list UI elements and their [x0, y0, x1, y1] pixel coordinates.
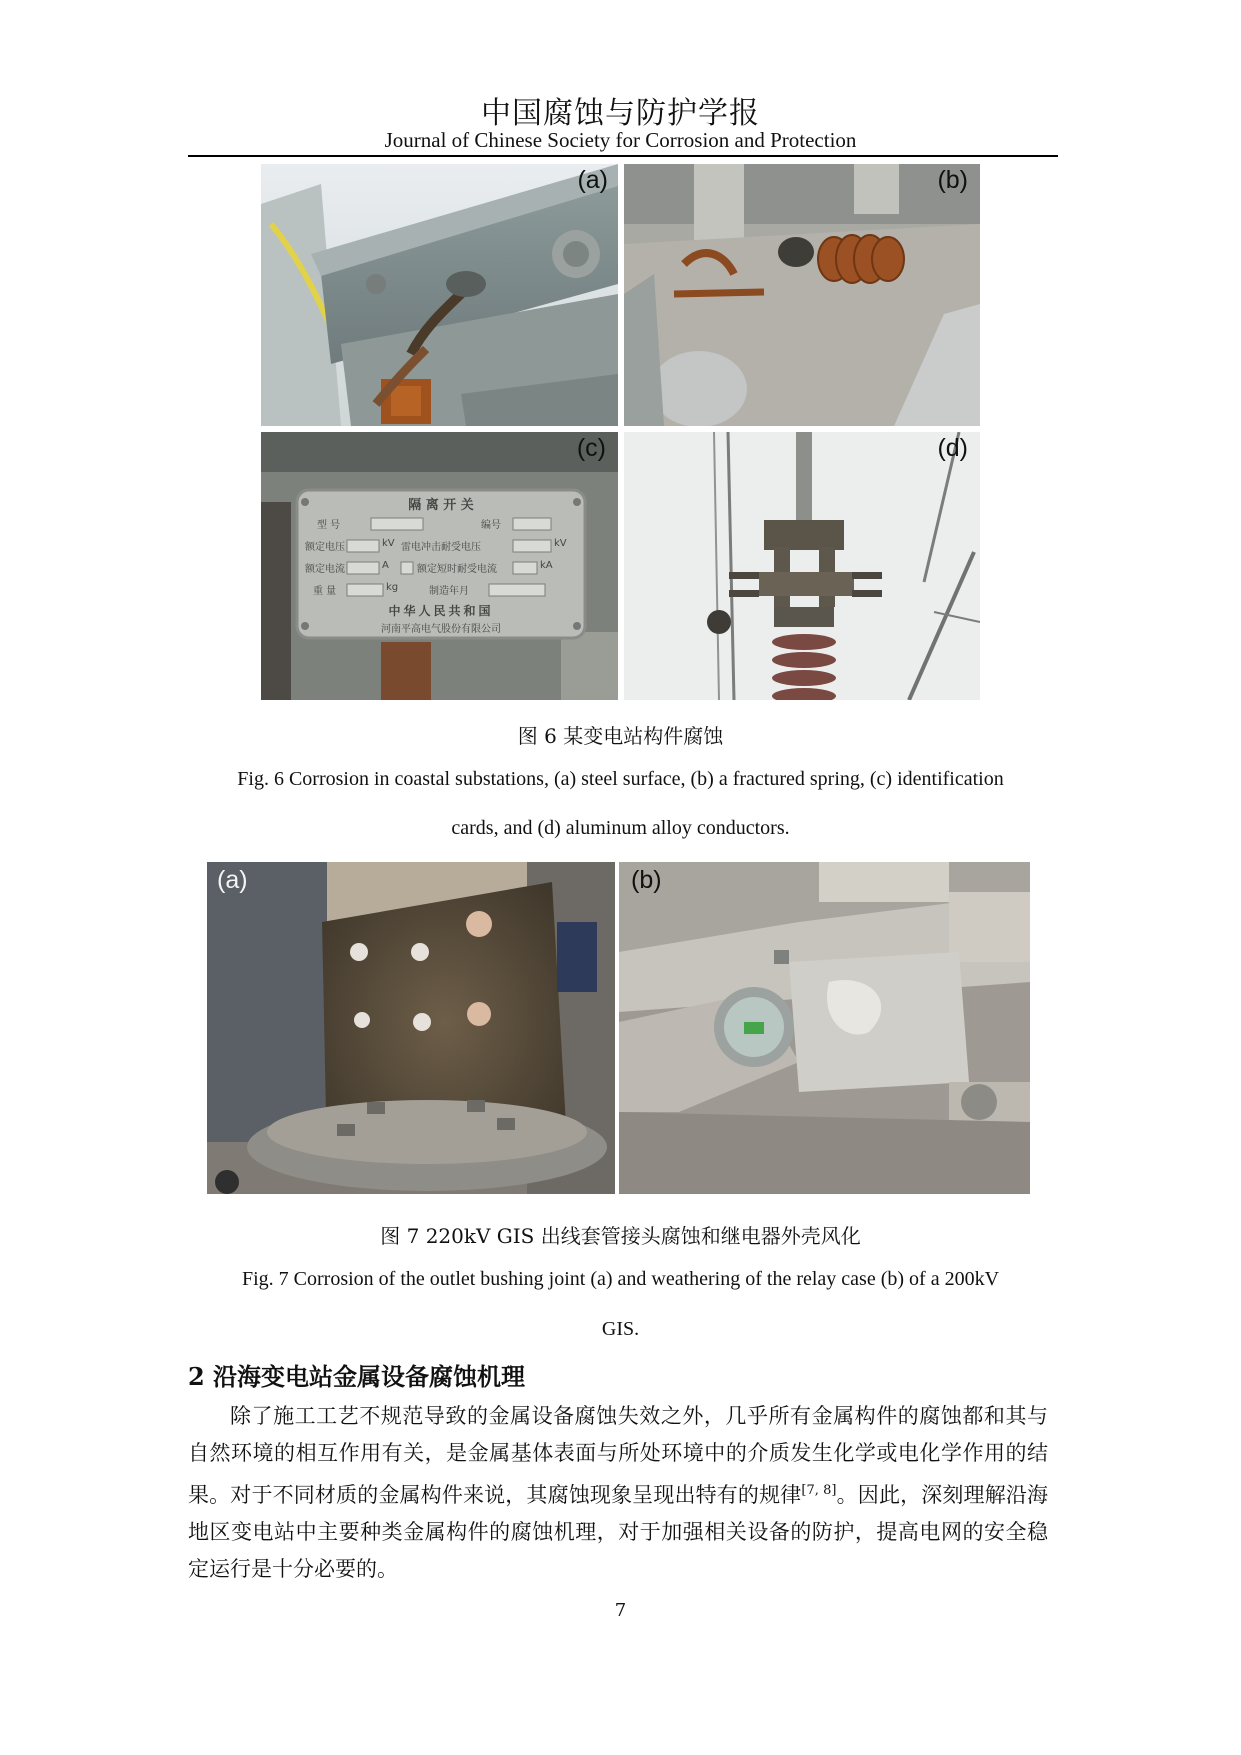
- plate-voltage-label: 额定电压: [305, 542, 345, 553]
- fig6-label-b: (b): [937, 166, 968, 194]
- fig6-label-a: (a): [577, 166, 608, 194]
- page-number: 7: [614, 1600, 627, 1621]
- paragraph-text-part1: 除了施工工艺不规范导致的金属设备腐蚀失效之外，几乎所有金属构件的腐蚀都和其与自然环境的相互作用有关，是金属基体表面与所处环境中的介质发生化学或电化学作用的结果。对于不同材质的金属构件来说，其腐蚀现象呈现出特有的规律: [188, 1404, 1048, 1507]
- fig7-photo-a: [207, 862, 615, 1194]
- plate-country: 中华人民共和国: [388, 604, 494, 618]
- fig6-label-d: (d): [937, 434, 968, 462]
- plate-maker: 河南平高电气股份有限公司: [381, 624, 501, 635]
- plate-title: 隔 离 开 关: [408, 498, 474, 513]
- fig6-photo-c: [261, 432, 618, 700]
- plate-date-label: 制造年月: [429, 586, 469, 597]
- plate-impulse-label: 雷电冲击耐受电压: [401, 542, 481, 553]
- plate-shorttime-label: 额定短时耐受电流: [417, 564, 497, 575]
- plate-shorttime-unit: kA: [540, 560, 553, 571]
- fig6-photo-d: [624, 432, 980, 700]
- paragraph-text-part2: 。因此，深刻理解沿海地区变电站中主要种类金属构件的腐蚀机理，对于加强相关设备的防护，提高电网的安全稳定运行是十分必要的。: [188, 1483, 1049, 1581]
- plate-serial-label: 编号: [481, 520, 501, 531]
- plate-impulse-unit: kV: [554, 538, 567, 549]
- fig6-caption-en-line2: cards, and (d) aluminum alloy conductors.: [451, 817, 790, 839]
- fig6-photo-a: [261, 164, 618, 426]
- citation: [7, 8]: [801, 1483, 837, 1498]
- fig7-label-a: (a): [217, 866, 248, 894]
- plate-model-label: 型 号: [317, 520, 341, 531]
- plate-weight-label: 重 量: [313, 586, 337, 597]
- plate-current-label: 额定电流: [305, 564, 345, 575]
- section-heading: 2 沿海变电站金属设备腐蚀机理: [188, 1362, 526, 1391]
- plate-current-unit: A: [382, 560, 389, 571]
- fig6-photo-b: [624, 164, 980, 426]
- journal-title-cn: 中国腐蚀与防护学报: [481, 96, 760, 131]
- journal-title-en: Journal of Chinese Society for Corrosion and Protection: [384, 128, 857, 152]
- fig7-photo-b: [619, 862, 1030, 1194]
- fig7-caption-en-line1: Fig. 7 Corrosion of the outlet bushing joint (a) and weathering of the relay case (b) of a 200kV: [241, 1268, 1000, 1290]
- fig7-caption-en-line2: GIS.: [601, 1318, 640, 1340]
- header-rule: [188, 155, 1058, 157]
- fig7-caption-cn: 图 7 220kV GIS 出线套管接头腐蚀和继电器外壳风化: [380, 1224, 861, 1248]
- fig6-caption-en-line1: Fig. 6 Corrosion in coastal substations, (a) steel surface, (b) a fractured spring, (c) identification: [237, 768, 1004, 790]
- section-paragraph: [188, 1398, 1048, 1588]
- fig6-caption-cn: 图 6 某变电站构件腐蚀: [517, 724, 724, 748]
- fig7-label-b: (b): [631, 866, 662, 894]
- plate-weight-unit: kg: [386, 582, 399, 593]
- plate-voltage-unit: kV: [382, 538, 395, 549]
- fig6-label-c: (c): [576, 434, 606, 462]
